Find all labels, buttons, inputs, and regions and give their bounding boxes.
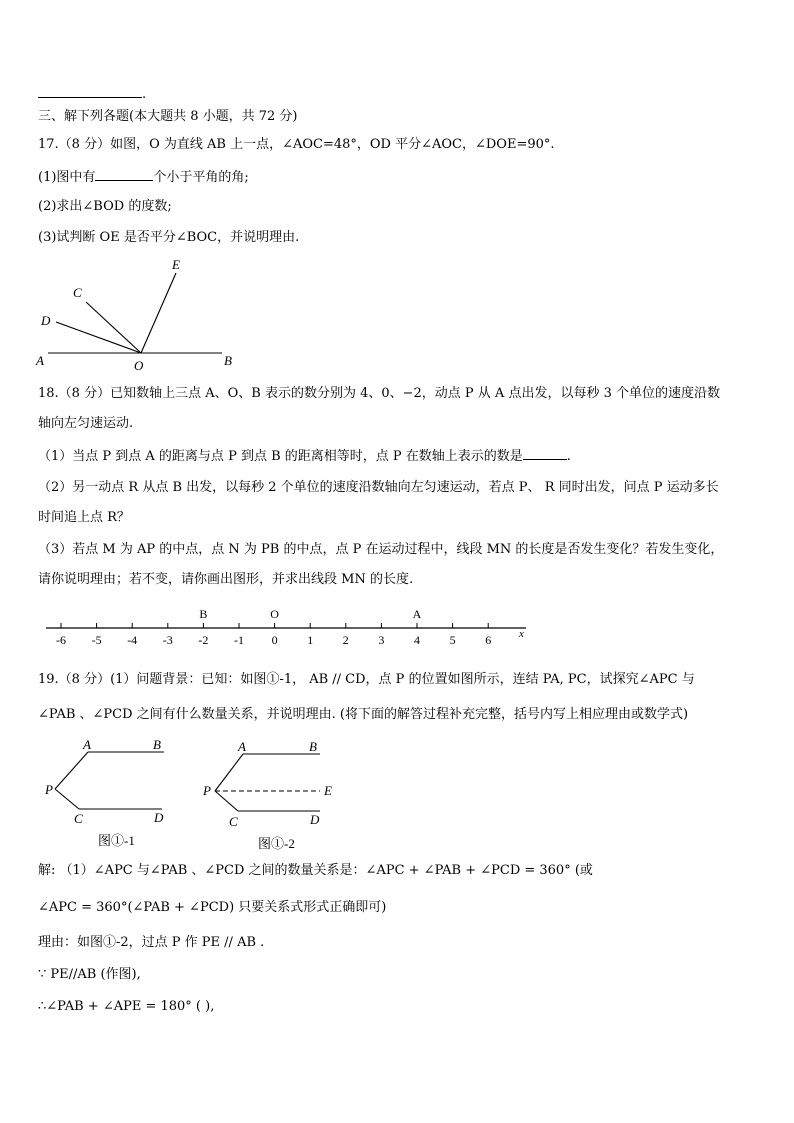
q18-part3-line1: （3）若点 M 为 AP 的中点，点 N 为 PB 的中点，点 P 在运动过程中，线段 MN 的长度是否发生变化？若发生变化， <box>38 542 724 557</box>
q19-line2: ∠PAB 、∠PCD 之间有什么数量关系，并说明理由. (将下面的解答过程补充完整，括号内写上相应理由或数学式) <box>38 707 689 722</box>
tick-label: -1 <box>234 633 244 647</box>
q18-part2-line2: 时间追上点 R？ <box>38 510 130 525</box>
ray-oe <box>141 273 176 353</box>
therefore-line: ∴∠PAB + ∠APE = 180° ( ), <box>38 999 215 1014</box>
q18-stem-line1: 18.（8 分）已知数轴上三点 A、O、B 表示的数分别为 4、0、−2，动点 P 从 A 点出发，以每秒 3 个单位的速度沿数 <box>38 386 720 401</box>
tick-label: -6 <box>56 633 66 647</box>
q19-figure-1 <box>40 736 180 851</box>
q17-angle-figure <box>30 252 250 377</box>
ray-od <box>56 322 141 353</box>
fig2-label-p: P <box>203 783 211 798</box>
tick-label: 4 <box>414 633 420 647</box>
tick-label: 0 <box>271 633 278 647</box>
axis-label-x: x <box>519 628 524 640</box>
q17-part1-blank <box>95 167 153 181</box>
q19-line1: 19.（8 分）(1）问题背景：已知：如图①-1， AB // CD，点 P 的位置如图所示，连结 PA, PC，试探究∠APC 与 <box>38 672 695 687</box>
tick-label: -4 <box>127 633 138 647</box>
trailing-period: . <box>142 87 147 102</box>
fig2-label-a: A <box>238 739 246 754</box>
fig2-caption: 图①-2 <box>258 836 295 851</box>
point-label-b: B <box>199 607 208 621</box>
fig1-label-b: B <box>153 737 161 752</box>
q17-part3: (3)试判断 OE 是否平分∠BOC，并说明理由. <box>38 230 300 245</box>
q18-part1 <box>38 446 571 466</box>
q17-stem: 17.（8 分）如图，O 为直线 AB 上一点，∠AOC=48°，OD 平分∠AOC，∠DOE=90°. <box>38 137 555 152</box>
q18-stem-line2: 轴向左匀速运动. <box>38 416 134 431</box>
label-a: A <box>36 353 44 368</box>
fig1-label-p: P <box>45 782 53 797</box>
solution-line2: ∠APC = 360°(∠PAB + ∠PCD) 只要关系式形式正确即可) <box>38 900 387 915</box>
q18-part3-line2: 请你说明理由；若不变，请你画出图形，并求出线段 MN 的长度. <box>38 572 414 587</box>
reason-line: 理由：如图①-2，过点 P 作 PE // AB . <box>38 935 265 950</box>
label-b: B <box>224 353 232 368</box>
segment-pc <box>55 789 79 809</box>
point-label-o: O <box>270 607 279 621</box>
because-line: ∵ PE//AB (作图), <box>38 967 141 982</box>
q17-part1 <box>38 167 249 187</box>
q18-part1-text: （1）当点 P 到点 A 的距离与点 P 到点 B 的距离相等时，点 P 在数轴上表示的数是 <box>38 449 523 464</box>
tick-label: 3 <box>378 633 385 647</box>
segment-pa <box>215 754 243 791</box>
segment-pc <box>215 791 238 811</box>
tick-label: 6 <box>485 633 492 647</box>
tick-label: -3 <box>162 633 173 647</box>
fig1-caption: 图①-1 <box>98 833 135 848</box>
label-c: C <box>73 285 82 300</box>
solution-line1: 解: （1）∠APC 与∠PAB 、∠PCD 之间的数量关系是：∠APC + ∠PAB + ∠PCD = 360° (或 <box>38 863 593 878</box>
ray-oc <box>86 302 141 353</box>
tick-label: 1 <box>307 633 314 647</box>
q17-part1-text-after: 个小于平角的角; <box>153 170 249 185</box>
label-d: D <box>41 313 51 328</box>
label-o: O <box>134 358 144 373</box>
q18-part1-blank <box>523 446 567 460</box>
label-e: E <box>172 257 180 272</box>
fig2-label-c: C <box>229 814 238 829</box>
fig1-label-c: C <box>74 811 83 826</box>
tick-label: -5 <box>91 633 102 647</box>
number-line <box>38 600 538 652</box>
answer-blank <box>38 84 142 98</box>
tick-label: 5 <box>449 633 456 647</box>
tick-label: -2 <box>198 633 209 647</box>
fig2-label-d: D <box>310 812 320 827</box>
fig2-label-e: E <box>324 783 332 798</box>
point-label-a: A <box>412 607 422 621</box>
top-answer-blank-line <box>38 84 146 104</box>
q18-part1-period: . <box>566 449 571 464</box>
fig1-label-a: A <box>83 737 91 752</box>
fig1-label-d: D <box>154 810 164 825</box>
q18-part2-line1: （2）另一动点 R 从点 B 出发，以每秒 2 个单位的速度沿数轴向左匀速运动，若点 P、 R 同时出发，问点 P 运动多长 <box>38 480 719 495</box>
q17-part2: (2)求出∠BOD 的度数; <box>38 199 172 214</box>
q17-part1-text-before: (1)图中有 <box>38 170 96 185</box>
fig2-label-b: B <box>309 739 317 754</box>
section-title: 三、解下列各题(本大题共 8 小题，共 72 分) <box>38 109 298 124</box>
tick-label: 2 <box>342 633 349 647</box>
segment-pa <box>55 752 88 789</box>
q19-figure-2 <box>198 736 348 854</box>
